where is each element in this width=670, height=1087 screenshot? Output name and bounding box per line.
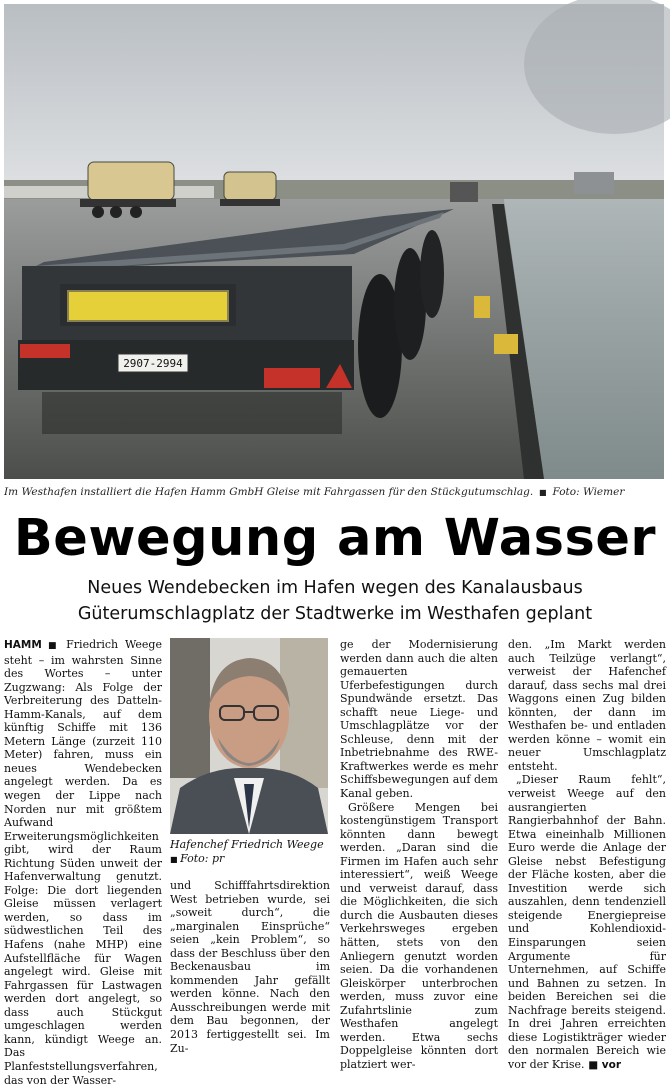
photo-caption xyxy=(4,484,664,500)
subheadline-2: Güterumschlagplatz der Stadtwerke im Westhafen geplant xyxy=(77,604,593,624)
caption-separator: ■ xyxy=(170,854,181,864)
article-text: Friedrich Weege steht – im wahrsten Sinne des Wortes – unter Zugzwang: Als Folge der Verbreiterung des Datteln-Hamm-Kanals, auf dem künftig Schiffe mit 136 Metern Länge (zurzeit 110 Meter) fahren, muss ein neues Wendebecken angelegt werden. Da es wegen der Lippe nach Norden nur mit größtem Aufwand Erweiterungsmöglichkeiten gibt, wird der Raum Richtung Süden unweit der Hafenverwaltung genutzt. Folge: Die dort liegenden Gleise müssen verlagert werden, so dass im südwestlichen Teil des Hafens (nahe MHP) eine Aufstellfläche für Wagen angelegt wird. Gleise mit Fahrgassen für Lastwagen werden dort angelegt, so dass auch Stückgut umgeschlagen werden kann, kündigt Weege an. Das Planfeststellungsverfahren, das von der Wasser- xyxy=(4,638,162,1087)
portrait-caption-text: Hafenchef Friedrich Weege xyxy=(170,838,324,851)
dateline-separator: ■ xyxy=(41,641,67,651)
article-column-3 xyxy=(340,638,498,1071)
article-text: und Schifffahrtsdirektion West betrieben wurde, sei „soweit durch“, die „marginalen Einsprüche“ seien „kein Problem“, so dass der Beschluss über den Beckenausbau im kommenden Jahr gefällt werden könne. Nach den Ausschreibungen werde mit dem Bau begonnen, der 2013 fertiggestellt sei. Im Zu- xyxy=(170,879,330,1055)
caption-separator: ■ xyxy=(536,488,550,497)
article-paragraph xyxy=(508,773,666,1072)
article-paragraph: den. „Im Markt werden auch Teilzüge verlangt“, verweist der Hafenchef darauf, dass sechs mal drei Waggons einen Zug bilden könnten, der dann im Westhafen be- und entladen werden könne – womit ein neuer Umschlagplatz entsteht. xyxy=(508,638,666,773)
dateline: HAMM xyxy=(4,639,42,651)
article-paragraph: ge der Modernisierung werden dann auch die alten gemauerten Uferbefestigungen durch Spundwände ersetzt. Das schafft neue Liege- und Umschlagplätze vor der Schleuse, denn mit der Inbetriebnahme des RWE-Kraftwerkes werde es mehr Schiffsbewegungen auf dem Kanal geben. xyxy=(340,638,498,801)
photo-caption-text: Im Westhafen installiert die Hafen Hamm GmbH Gleise mit Fahrgassen für den Stückgutumschlag. xyxy=(4,486,534,498)
article-paragraph: Größere Mengen bei kostengünstigem Transport könnten dann bewegt werden. „Daran sind die Firmen im Hafen auch sehr interessiert“, weiß Weege und verweist darauf, dass die Möglichkeiten, die sich durch die Ausbauten dieses Verkehrsweges ergeben hätten, stets von den Anliegern genutzt worden seien. Da die vorhandenen Gleiskörper unterbrochen werden, muss zuvor eine Zufahrtslinie zum Westhafen angelegt werden. Etwa sechs Doppelgleise könnten dort platziert wer- xyxy=(340,800,498,1071)
article-text: „Dieser Raum fehlt“, verweist Weege auf den ausrangierten Rangierbahnhof der Bahn. Etwa eineinhalb Millionen Euro werde die Anlage der Gleise nebst Befestigung der Fläche kosten, aber die Investition werde sich auszahlen, denn tendenziell steigende Energiepreise und Kohlendioxid-Einsparungen seien Argumente für Unternehmen, auf Schiffe und Bahnen zu setzen. In beiden Bereichen sei die Nachfrage bereits steigend. In drei Jahren erreichten diese Logistikträger wieder den normalen Bereich wie vor der Krise. xyxy=(508,773,666,1071)
photo-credit: Foto: Wiemer xyxy=(552,486,625,498)
continuation-marker: ■ vor xyxy=(584,1058,622,1071)
headline: Bewegung am Wasser xyxy=(13,509,657,568)
article-photo xyxy=(4,4,664,479)
subheadline-1: Neues Wendebecken im Hafen wegen des Kanalausbaus xyxy=(87,578,583,598)
article-column-4 xyxy=(508,638,666,1071)
article-column-1 xyxy=(4,638,162,1087)
portrait-caption xyxy=(170,838,330,866)
portrait-photo xyxy=(170,638,328,834)
article-paragraph xyxy=(170,879,330,1053)
portrait-credit: Foto: pr xyxy=(180,851,225,865)
continuation-label: vor xyxy=(601,1058,622,1071)
article-column-2 xyxy=(170,638,330,1055)
license-plate: 2907-2994 xyxy=(123,357,183,370)
article-paragraph xyxy=(4,638,162,1087)
